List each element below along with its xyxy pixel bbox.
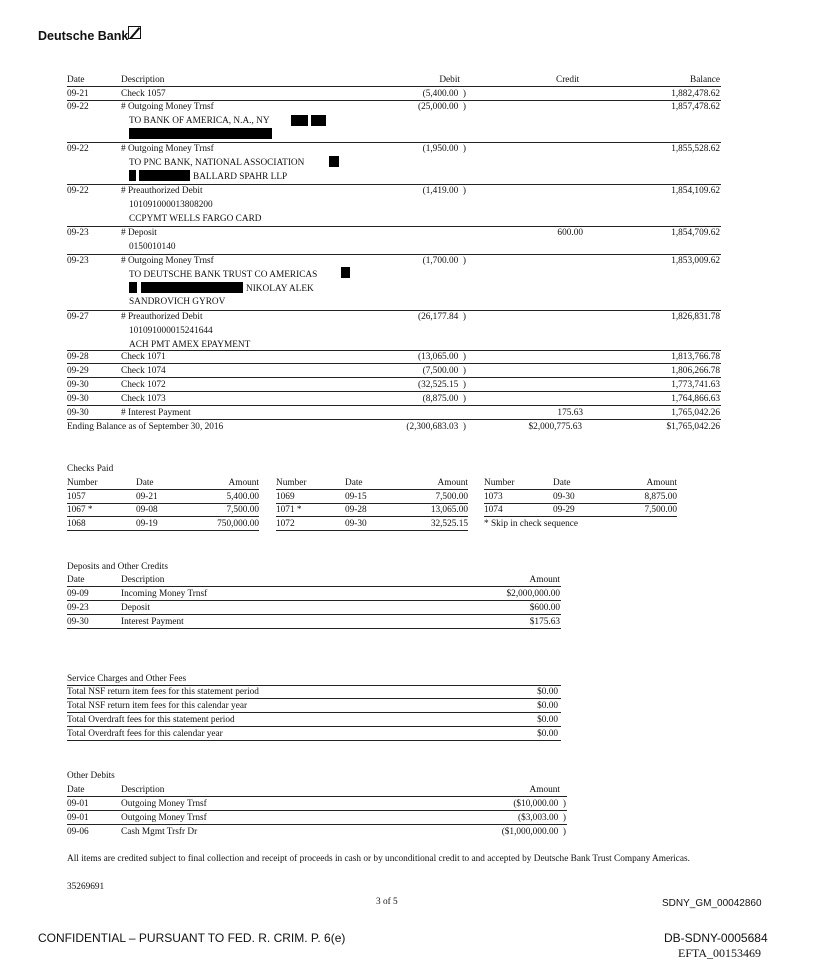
txn-description-line: 0150010140 [129, 241, 176, 252]
other-debits-header-date: Date [67, 785, 85, 795]
deposits-title: Deposits and Other Credits [67, 562, 168, 572]
fee-row-rule [67, 698, 561, 699]
check-amount: 7,500.00 [435, 492, 468, 502]
txn-balance: 1,806,266.78 [671, 366, 720, 376]
bates-stamp-db: DB-SDNY-0005684 [664, 931, 768, 945]
confidential-notice: CONFIDENTIAL – PURSUANT TO FED. R. CRIM. P. 6(e) [38, 931, 346, 945]
txn-date: 09-23 [67, 228, 89, 238]
txn-balance: 1,855,528.62 [671, 144, 720, 154]
other-debit-amount: ($1,000,000.00 ) [501, 827, 566, 837]
fee-amount: $0.00 [537, 687, 558, 697]
redaction-box [141, 282, 243, 293]
other-debit-description: Cash Mgmt Trsfr Dr [121, 827, 198, 837]
checks-header-number: Number [67, 478, 98, 488]
txn-date: 09-30 [67, 408, 89, 418]
txn-balance: 1,773,741.63 [671, 380, 720, 390]
txn-date: 09-22 [67, 144, 89, 154]
fee-amount: $0.00 [537, 729, 558, 739]
checks-header-amount: Amount [646, 478, 677, 488]
row-rule [67, 254, 721, 255]
txn-balance: 1,813,766.78 [671, 352, 720, 362]
txn-description-line: Check 1073 [121, 394, 166, 404]
col-header-balance: Balance [690, 75, 720, 85]
txn-debit: (26,177.84 ) [417, 312, 466, 322]
txn-description-line: # Preauthorized Debit [121, 186, 203, 196]
fee-label: Total NSF return item fees for this statement period [67, 687, 259, 697]
redaction-box [129, 282, 137, 293]
ending-balance: $1,765,042.26 [666, 422, 720, 432]
other-debits-header-rule [67, 796, 567, 797]
txn-debit: (1,950.00 ) [422, 144, 466, 154]
other-debit-date: 09-06 [67, 827, 89, 837]
check-number: 1067 * [67, 505, 93, 515]
txn-description-line: # Deposit [121, 228, 157, 238]
check-row-rule [276, 530, 468, 531]
fee-amount: $0.00 [537, 715, 558, 725]
other-debit-amount: ($3,003.00 ) [517, 813, 566, 823]
deposit-description: Incoming Money Trnsf [121, 589, 208, 599]
txn-debit: (8,875.00 ) [422, 394, 466, 404]
txn-balance: 1,853,009.62 [671, 256, 720, 266]
deposit-amount: $175.63 [529, 617, 560, 627]
txn-balance: 1,765,042.26 [671, 408, 720, 418]
txn-description-line: SANDROVICH GYROV [129, 297, 226, 308]
txn-description-line: # Outgoing Money Trnsf [121, 102, 214, 112]
other-debits-title: Other Debits [67, 771, 115, 781]
row-rule [67, 350, 721, 351]
bates-stamp-efta: EFTA_00153469 [678, 946, 762, 960]
col-header-description: Description [121, 75, 165, 85]
redaction-box [129, 128, 272, 139]
txn-description-line: Check 1057 [121, 89, 166, 99]
checks-header-rule [276, 489, 468, 490]
check-amount: 7,500.00 [226, 505, 259, 515]
fees-title: Service Charges and Other Fees [67, 674, 187, 684]
header-rule [67, 86, 721, 87]
bank-logo-text: Deutsche Bank [38, 29, 129, 43]
check-date: 09-28 [345, 505, 367, 515]
col-header-date: Date [67, 75, 85, 85]
txn-balance: 1,857,478.62 [671, 102, 720, 112]
txn-date: 09-30 [67, 380, 89, 390]
txn-description-line: 101091000015241644 [129, 325, 213, 336]
row-rule [67, 405, 721, 406]
other-debit-amount: ($10,000.00 ) [513, 799, 566, 809]
txn-date: 09-29 [67, 366, 89, 376]
txn-description-line: # Interest Payment [121, 408, 191, 418]
check-date: 09-30 [553, 492, 575, 502]
txn-description-line: Check 1072 [121, 380, 166, 390]
check-number: 1068 [67, 519, 86, 529]
fee-row-rule [67, 740, 561, 741]
other-debit-date: 09-01 [67, 813, 89, 823]
txn-balance: 1,764,866.63 [671, 394, 720, 404]
check-amount: 13,065.00 [430, 505, 468, 515]
txn-debit: (13,065.00 ) [417, 352, 466, 362]
check-row-rule [67, 516, 259, 517]
txn-description-line: CCPYMT WELLS FARGO CARD [129, 213, 262, 224]
redaction-box [139, 170, 190, 181]
checks-header-date: Date [553, 478, 571, 488]
txn-date: 09-22 [67, 102, 89, 112]
check-date: 09-19 [136, 519, 158, 529]
checks-header-rule [67, 489, 259, 490]
check-amount: 750,000.00 [217, 519, 259, 529]
txn-balance: 1,826,831.78 [671, 312, 720, 322]
txn-debit: (32,525.15 ) [417, 380, 466, 390]
check-number: 1069 [276, 492, 295, 502]
check-number: 1073 [484, 492, 503, 502]
redaction-box [291, 115, 308, 126]
checks-header-number: Number [484, 478, 515, 488]
txn-description-line: 101091000013808200 [129, 199, 213, 210]
deposit-date: 09-23 [67, 603, 89, 613]
deposits-header-description: Description [121, 575, 165, 585]
txn-description-line: # Outgoing Money Trnsf [121, 144, 214, 154]
txn-balance: 1,854,109.62 [671, 186, 720, 196]
row-rule [67, 226, 721, 227]
col-header-credit: Credit [556, 75, 580, 85]
txn-date: 09-21 [67, 89, 89, 99]
txn-description-line: BALLARD SPAHR LLP [193, 171, 288, 182]
txn-debit: (5,400.00 ) [422, 89, 466, 99]
check-amount: 7,500.00 [644, 505, 677, 515]
checks-header-number: Number [276, 478, 307, 488]
checks-header-date: Date [136, 478, 154, 488]
check-date: 09-30 [345, 519, 367, 529]
check-amount: 8,875.00 [644, 492, 677, 502]
fee-row-rule [67, 712, 561, 713]
check-date: 09-29 [553, 505, 575, 515]
txn-debit: (1,419.00 ) [422, 186, 466, 196]
other-debit-row-rule [67, 810, 567, 811]
checks-header-rule [484, 489, 677, 490]
other-debits-header-amount: Amount [529, 785, 560, 795]
txn-debit: (1,700.00 ) [422, 256, 466, 266]
check-row-rule [67, 530, 259, 531]
deposits-header-rule [67, 586, 561, 587]
txn-debit: (7,500.00 ) [422, 366, 466, 376]
col-header-debit: Debit [439, 75, 460, 85]
deutsche-bank-logo-icon [128, 26, 141, 39]
check-number: 1057 [67, 492, 86, 502]
other-debit-description: Outgoing Money Trnsf [121, 799, 207, 809]
fee-label: Total Overdraft fees for this statement period [67, 715, 235, 725]
check-row-rule [276, 516, 468, 517]
account-reference: 35269691 [67, 882, 105, 892]
txn-description-line: NIKOLAY ALEK [246, 283, 314, 294]
txn-date: 09-30 [67, 394, 89, 404]
row-rule [67, 100, 721, 101]
other-debit-description: Outgoing Money Trnsf [121, 813, 207, 823]
deposit-row-rule [67, 614, 561, 615]
txn-description-line: TO PNC BANK, NATIONAL ASSOCIATION [129, 157, 305, 168]
deposit-amount: $600.00 [529, 603, 560, 613]
other-debit-row-rule [67, 824, 567, 825]
txn-balance: 1,882,478.62 [671, 89, 720, 99]
fees-top-rule [67, 685, 561, 686]
txn-date: 09-28 [67, 352, 89, 362]
txn-description-line: # Preauthorized Debit [121, 312, 203, 322]
txn-description-line: TO DEUTSCHE BANK TRUST CO AMERICAS [129, 269, 318, 280]
row-rule [67, 184, 721, 185]
row-rule [67, 363, 721, 364]
check-date: 09-15 [345, 492, 367, 502]
fee-label: Total NSF return item fees for this calendar year [67, 701, 248, 711]
row-rule [67, 142, 721, 143]
txn-credit: 600.00 [557, 228, 583, 238]
deposit-row-rule [67, 628, 561, 629]
redaction-box [341, 267, 350, 278]
deposit-description: Interest Payment [121, 617, 184, 627]
txn-date: 09-22 [67, 186, 89, 196]
txn-description-line: Check 1074 [121, 366, 166, 376]
disclaimer-text: All items are credited subject to final collection and receipt of proceeds in cash or by unconditional credit to and accepted by Deutsche Bank Trust Company Americas. [67, 854, 690, 864]
page-number: 3 of 5 [376, 897, 398, 907]
txn-description-line: ACH PMT AMEX EPAYMENT [129, 339, 251, 350]
ending-debit-total: (2,300,683.03 ) [406, 422, 466, 432]
deposit-description: Deposit [121, 603, 150, 613]
check-amount: 32,525.15 [430, 519, 468, 529]
txn-description-line: Check 1071 [121, 352, 166, 362]
txn-date: 09-27 [67, 312, 89, 322]
row-rule [67, 310, 721, 311]
ending-credit-total: $2,000,775.63 [528, 422, 582, 432]
check-number: 1074 [484, 505, 503, 515]
redaction-box [311, 115, 326, 126]
deposits-header-date: Date [67, 575, 85, 585]
txn-debit: (25,000.00 ) [417, 102, 466, 112]
check-number: 1072 [276, 519, 295, 529]
redaction-box [129, 170, 136, 181]
txn-credit: 175.63 [557, 408, 583, 418]
row-rule [67, 377, 721, 378]
row-rule [67, 419, 721, 420]
txn-balance: 1,854,709.62 [671, 228, 720, 238]
check-number: 1071 * [276, 505, 302, 515]
fee-label: Total Overdraft fees for this calendar year [67, 729, 223, 739]
deposit-amount: $2,000,000.00 [506, 589, 560, 599]
deposit-row-rule [67, 600, 561, 601]
check-row-rule [484, 516, 677, 517]
ending-balance-label: Ending Balance as of September 30, 2016 [67, 422, 224, 432]
fee-row-rule [67, 726, 561, 727]
txn-description-line: TO BANK OF AMERICA, N.A., NY [129, 115, 270, 126]
row-rule [67, 391, 721, 392]
check-date: 09-08 [136, 505, 158, 515]
deposit-date: 09-09 [67, 589, 89, 599]
checks-header-amount: Amount [228, 478, 259, 488]
checks-header-date: Date [345, 478, 363, 488]
other-debits-header-description: Description [121, 785, 165, 795]
checks-paid-title: Checks Paid [67, 464, 114, 474]
txn-description-line: # Outgoing Money Trnsf [121, 256, 214, 266]
check-date: 09-21 [136, 492, 158, 502]
bates-stamp-gm: SDNY_GM_00042860 [662, 898, 762, 909]
redaction-box [329, 156, 339, 167]
check-amount: 5,400.00 [226, 492, 259, 502]
txn-date: 09-23 [67, 256, 89, 266]
deposit-date: 09-30 [67, 617, 89, 627]
check-sequence-note: * Skip in check sequence [484, 519, 578, 529]
fee-amount: $0.00 [537, 701, 558, 711]
other-debit-date: 09-01 [67, 799, 89, 809]
checks-header-amount: Amount [437, 478, 468, 488]
deposits-header-amount: Amount [529, 575, 560, 585]
